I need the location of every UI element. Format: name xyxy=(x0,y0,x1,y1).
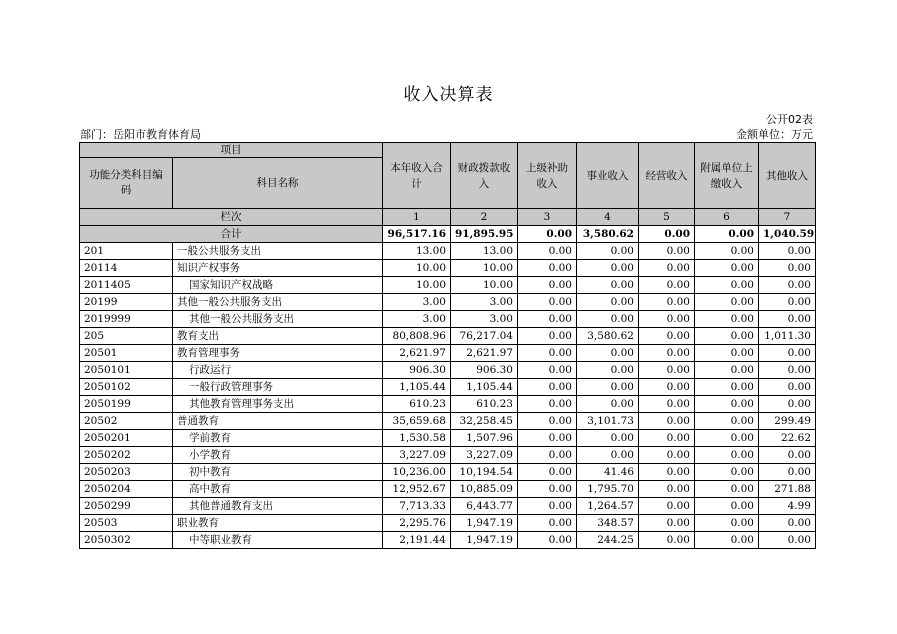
table-row xyxy=(80,430,816,447)
row-value: 0.00 xyxy=(639,243,695,260)
header-col-1: 本年收入合计 xyxy=(383,143,451,209)
row-value: 299.49 xyxy=(759,413,816,430)
table-row xyxy=(80,379,816,396)
row-value: 906.30 xyxy=(451,362,518,379)
row-value: 0.00 xyxy=(577,260,639,277)
row-value: 0.00 xyxy=(577,311,639,328)
row-value: 3,101.73 xyxy=(577,413,639,430)
row-value: 0.00 xyxy=(518,379,577,396)
income-table xyxy=(79,142,816,549)
row-name: 其他一般公共服务支出 xyxy=(173,294,383,311)
row-value: 0.00 xyxy=(759,311,816,328)
row-value: 0.00 xyxy=(639,447,695,464)
row-value: 0.00 xyxy=(518,345,577,362)
table-row xyxy=(80,447,816,464)
row-value: 0.00 xyxy=(518,294,577,311)
row-value: 0.00 xyxy=(695,515,759,532)
row-value: 348.57 xyxy=(577,515,639,532)
row-value: 0.00 xyxy=(518,413,577,430)
row-code: 2050299 xyxy=(80,498,173,515)
row-code: 205 xyxy=(80,328,173,345)
row-value: 0.00 xyxy=(639,345,695,362)
row-value: 0.00 xyxy=(639,379,695,396)
form-number: 公开02表 xyxy=(766,113,813,126)
row-value: 0.00 xyxy=(759,362,816,379)
col-num: 3 xyxy=(518,209,577,226)
row-value: 0.00 xyxy=(518,260,577,277)
row-code: 20199 xyxy=(80,294,173,311)
table-row xyxy=(80,515,816,532)
row-code: 2050199 xyxy=(80,396,173,413)
table-row xyxy=(80,311,816,328)
row-code: 20502 xyxy=(80,413,173,430)
row-code: 20503 xyxy=(80,515,173,532)
table-row xyxy=(80,396,816,413)
row-value: 3,227.09 xyxy=(451,447,518,464)
row-value: 2,295.76 xyxy=(383,515,451,532)
row-value: 0.00 xyxy=(695,532,759,549)
row-value: 0.00 xyxy=(518,515,577,532)
row-value: 80,808.96 xyxy=(383,328,451,345)
row-value: 76,217.04 xyxy=(451,328,518,345)
row-value: 271.88 xyxy=(759,481,816,498)
row-code: 2011405 xyxy=(80,277,173,294)
row-value: 1,530.58 xyxy=(383,430,451,447)
table-row xyxy=(80,328,816,345)
row-value: 610.23 xyxy=(451,396,518,413)
header-item: 项目 xyxy=(80,143,383,158)
row-value: 0.00 xyxy=(518,447,577,464)
row-value: 0.00 xyxy=(518,396,577,413)
row-code: 2050302 xyxy=(80,532,173,549)
row-value: 0.00 xyxy=(695,396,759,413)
row-value: 10,885.09 xyxy=(451,481,518,498)
row-value: 0.00 xyxy=(577,447,639,464)
row-name: 知识产权事务 xyxy=(173,260,383,277)
row-value: 0.00 xyxy=(759,294,816,311)
row-value: 3.00 xyxy=(383,311,451,328)
col-num: 6 xyxy=(695,209,759,226)
row-value: 244.25 xyxy=(577,532,639,549)
row-value: 0.00 xyxy=(695,498,759,515)
table-row xyxy=(80,345,816,362)
row-value: 10.00 xyxy=(383,260,451,277)
row-value: 0.00 xyxy=(577,294,639,311)
row-code: 2050202 xyxy=(80,447,173,464)
header-col-2: 财政拨款收入 xyxy=(451,143,518,209)
table-row xyxy=(80,294,816,311)
lanci-label: 栏次 xyxy=(80,209,383,226)
row-name: 教育管理事务 xyxy=(173,345,383,362)
total-value: 0.00 xyxy=(695,226,759,243)
row-name: 中等职业教育 xyxy=(173,532,383,549)
row-value: 0.00 xyxy=(695,413,759,430)
total-value: 91,895.95 xyxy=(451,226,518,243)
row-value: 0.00 xyxy=(518,311,577,328)
row-value: 12,952.67 xyxy=(383,481,451,498)
row-value: 2,191.44 xyxy=(383,532,451,549)
row-code: 2050102 xyxy=(80,379,173,396)
row-value: 0.00 xyxy=(695,447,759,464)
row-value: 0.00 xyxy=(639,430,695,447)
col-num: 7 xyxy=(759,209,816,226)
row-value: 0.00 xyxy=(639,328,695,345)
row-value: 0.00 xyxy=(518,243,577,260)
table-row xyxy=(80,498,816,515)
row-value: 0.00 xyxy=(518,481,577,498)
row-value: 0.00 xyxy=(695,260,759,277)
row-value: 0.00 xyxy=(695,362,759,379)
department-label: 部门：岳阳市教育体育局 xyxy=(80,128,201,141)
col-num: 1 xyxy=(383,209,451,226)
row-value: 0.00 xyxy=(759,515,816,532)
row-value: 2,621.97 xyxy=(383,345,451,362)
row-value: 0.00 xyxy=(518,362,577,379)
row-name: 一般公共服务支出 xyxy=(173,243,383,260)
row-value: 1,264.57 xyxy=(577,498,639,515)
row-value: 1,947.19 xyxy=(451,515,518,532)
row-code: 20114 xyxy=(80,260,173,277)
col-num: 4 xyxy=(577,209,639,226)
row-value: 0.00 xyxy=(577,243,639,260)
row-value: 0.00 xyxy=(577,345,639,362)
row-value: 3,227.09 xyxy=(383,447,451,464)
table-row xyxy=(80,481,816,498)
row-name: 高中教育 xyxy=(173,481,383,498)
table-row xyxy=(80,532,816,549)
row-value: 0.00 xyxy=(518,498,577,515)
row-value: 0.00 xyxy=(759,379,816,396)
page-title: 收入决算表 xyxy=(403,85,494,105)
total-value: 3,580.62 xyxy=(577,226,639,243)
total-value: 0.00 xyxy=(518,226,577,243)
col-num: 5 xyxy=(639,209,695,226)
row-value: 13.00 xyxy=(451,243,518,260)
row-name: 其他一般公共服务支出 xyxy=(173,311,383,328)
row-value: 1,105.44 xyxy=(383,379,451,396)
table-row xyxy=(80,464,816,481)
row-value: 10,194.54 xyxy=(451,464,518,481)
table-row xyxy=(80,413,816,430)
total-value: 96,517.16 xyxy=(383,226,451,243)
row-value: 35,659.68 xyxy=(383,413,451,430)
row-name: 其他教育管理事务支出 xyxy=(173,396,383,413)
row-value: 906.30 xyxy=(383,362,451,379)
header-name: 科目名称 xyxy=(173,158,383,209)
row-value: 0.00 xyxy=(639,260,695,277)
row-value: 0.00 xyxy=(695,464,759,481)
table-row xyxy=(80,362,816,379)
row-name: 一般行政管理事务 xyxy=(173,379,383,396)
unit-label: 金额单位：万元 xyxy=(736,128,813,141)
row-value: 0.00 xyxy=(695,345,759,362)
row-code: 201 xyxy=(80,243,173,260)
row-name: 教育支出 xyxy=(173,328,383,345)
row-value: 0.00 xyxy=(577,277,639,294)
row-value: 32,258.45 xyxy=(451,413,518,430)
row-value: 1,011.30 xyxy=(759,328,816,345)
row-value: 0.00 xyxy=(518,464,577,481)
row-name: 国家知识产权战略 xyxy=(173,277,383,294)
row-value: 3.00 xyxy=(451,294,518,311)
row-value: 0.00 xyxy=(518,328,577,345)
row-value: 3.00 xyxy=(451,311,518,328)
row-value: 0.00 xyxy=(639,464,695,481)
row-name: 其他普通教育支出 xyxy=(173,498,383,515)
row-value: 0.00 xyxy=(577,396,639,413)
row-name: 行政运行 xyxy=(173,362,383,379)
row-name: 初中教育 xyxy=(173,464,383,481)
header-col-4: 事业收入 xyxy=(577,143,639,209)
row-code: 2019999 xyxy=(80,311,173,328)
row-value: 0.00 xyxy=(639,362,695,379)
row-value: 0.00 xyxy=(639,396,695,413)
row-value: 0.00 xyxy=(695,311,759,328)
row-value: 10,236.00 xyxy=(383,464,451,481)
col-num: 2 xyxy=(451,209,518,226)
row-value: 0.00 xyxy=(759,243,816,260)
total-value: 1,040.59 xyxy=(759,226,816,243)
row-code: 2050101 xyxy=(80,362,173,379)
row-value: 0.00 xyxy=(695,294,759,311)
row-value: 10.00 xyxy=(383,277,451,294)
row-value: 1,947.19 xyxy=(451,532,518,549)
row-name: 学前教育 xyxy=(173,430,383,447)
row-value: 10.00 xyxy=(451,277,518,294)
row-value: 0.00 xyxy=(639,515,695,532)
row-value: 0.00 xyxy=(639,311,695,328)
header-code: 功能分类科目编码 xyxy=(80,158,173,209)
row-value: 0.00 xyxy=(695,430,759,447)
row-value: 0.00 xyxy=(639,481,695,498)
row-value: 6,443.77 xyxy=(451,498,518,515)
header-col-3: 上级补助收入 xyxy=(518,143,577,209)
row-value: 4.99 xyxy=(759,498,816,515)
row-value: 1,795.70 xyxy=(577,481,639,498)
row-value: 0.00 xyxy=(518,277,577,294)
row-value: 3.00 xyxy=(383,294,451,311)
row-value: 0.00 xyxy=(577,430,639,447)
header-col-6: 附属单位上缴收入 xyxy=(695,143,759,209)
total-label: 合计 xyxy=(80,226,383,243)
row-value: 22.62 xyxy=(759,430,816,447)
row-value: 0.00 xyxy=(759,345,816,362)
row-value: 0.00 xyxy=(639,532,695,549)
row-value: 0.00 xyxy=(639,277,695,294)
row-value: 0.00 xyxy=(759,277,816,294)
row-code: 2050204 xyxy=(80,481,173,498)
table-row xyxy=(80,277,816,294)
row-code: 20501 xyxy=(80,345,173,362)
row-name: 普通教育 xyxy=(173,413,383,430)
row-value: 2,621.97 xyxy=(451,345,518,362)
row-value: 610.23 xyxy=(383,396,451,413)
row-value: 10.00 xyxy=(451,260,518,277)
row-name: 职业教育 xyxy=(173,515,383,532)
row-value: 1,105.44 xyxy=(451,379,518,396)
row-value: 0.00 xyxy=(695,481,759,498)
row-value: 0.00 xyxy=(695,328,759,345)
row-value: 0.00 xyxy=(759,260,816,277)
row-value: 0.00 xyxy=(759,396,816,413)
row-code: 2050201 xyxy=(80,430,173,447)
row-value: 0.00 xyxy=(577,379,639,396)
row-value: 0.00 xyxy=(695,379,759,396)
row-value: 0.00 xyxy=(759,447,816,464)
row-value: 0.00 xyxy=(695,243,759,260)
row-value: 3,580.62 xyxy=(577,328,639,345)
row-value: 0.00 xyxy=(518,532,577,549)
row-value: 7,713.33 xyxy=(383,498,451,515)
row-value: 0.00 xyxy=(759,464,816,481)
total-value: 0.00 xyxy=(639,226,695,243)
header-col-7: 其他收入 xyxy=(759,143,816,209)
row-value: 0.00 xyxy=(639,413,695,430)
row-value: 0.00 xyxy=(639,498,695,515)
row-value: 0.00 xyxy=(695,277,759,294)
row-value: 0.00 xyxy=(759,532,816,549)
row-value: 13.00 xyxy=(383,243,451,260)
header-col-5: 经营收入 xyxy=(639,143,695,209)
row-value: 0.00 xyxy=(639,294,695,311)
row-value: 1,507.96 xyxy=(451,430,518,447)
row-code: 2050203 xyxy=(80,464,173,481)
table-row xyxy=(80,243,816,260)
total-row xyxy=(80,226,816,243)
row-value: 0.00 xyxy=(577,362,639,379)
table-row xyxy=(80,260,816,277)
row-name: 小学教育 xyxy=(173,447,383,464)
row-value: 0.00 xyxy=(518,430,577,447)
row-value: 41.46 xyxy=(577,464,639,481)
